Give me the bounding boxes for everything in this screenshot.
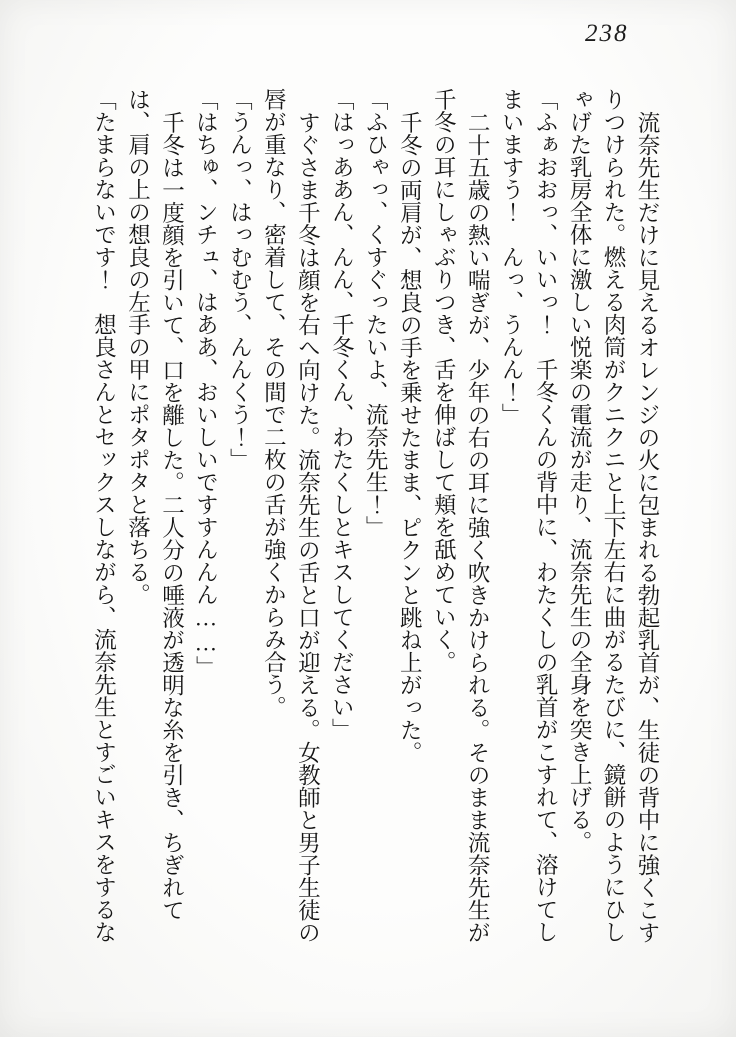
page-number: 238	[585, 20, 629, 47]
paragraph: 「ふぁおおっ、いいっ！ 千冬くんの背中に、わたくしの乳首がこすれて、溶けてしまいますう！ んっ、うんん！」	[499, 88, 559, 943]
paragraph: 二十五歳の熱い喘ぎが、少年の右の耳に強く吹きかけられる。そのまま流奈先生が千冬の耳にしゃぶりつき、舌を伸ばして頬を舐めていく。	[431, 88, 491, 943]
paragraph: 「うんっ、はっむむう、んんくう！」	[227, 88, 253, 471]
paragraph: すぐさま千冬は顔を右へ向けた。流奈先生の舌と口が迎える。女教師と男子生徒の唇が重なり、密着して、その間で二枚の舌が強くからみ合う。	[261, 88, 321, 943]
paragraph: 「はっああん、んん、千冬くん、わたくしとキスしてください」	[329, 88, 355, 741]
paragraph: 千冬の両肩が、想良の手を乗せたまま、ピクンと跳ね上がった。	[397, 110, 423, 763]
paragraph: 流奈先生だけに見えるオレンジの火に包まれる勃起乳首が、生徒の背中に強くこすりつけられた。燃える肉筒がクニクニと上下左右に曲がるたびに、鏡餅のようにひしゃげた乳房全体に激しい悦楽の電流が走り、流奈先生の全身を突き上げる。	[567, 88, 660, 943]
paragraph: 千冬は一度顔を引いて、口を離した。二人分の唾液が透明な糸を引き、ちぎれては、肩の上の想良の左手の甲にポタポタと落ちる。	[125, 88, 185, 921]
text-block	[68, 88, 664, 950]
paragraph: 「はちゅ、ンチュ、はああ、おいしいですすんんん……」	[193, 88, 219, 678]
paragraph: 「たまらないです！ 想良さんとセックスしながら、流奈先生とすごいキスをするな	[91, 88, 117, 943]
paragraph: 「ふひゃっ、くすぐったいよ、流奈先生！」	[363, 88, 389, 538]
